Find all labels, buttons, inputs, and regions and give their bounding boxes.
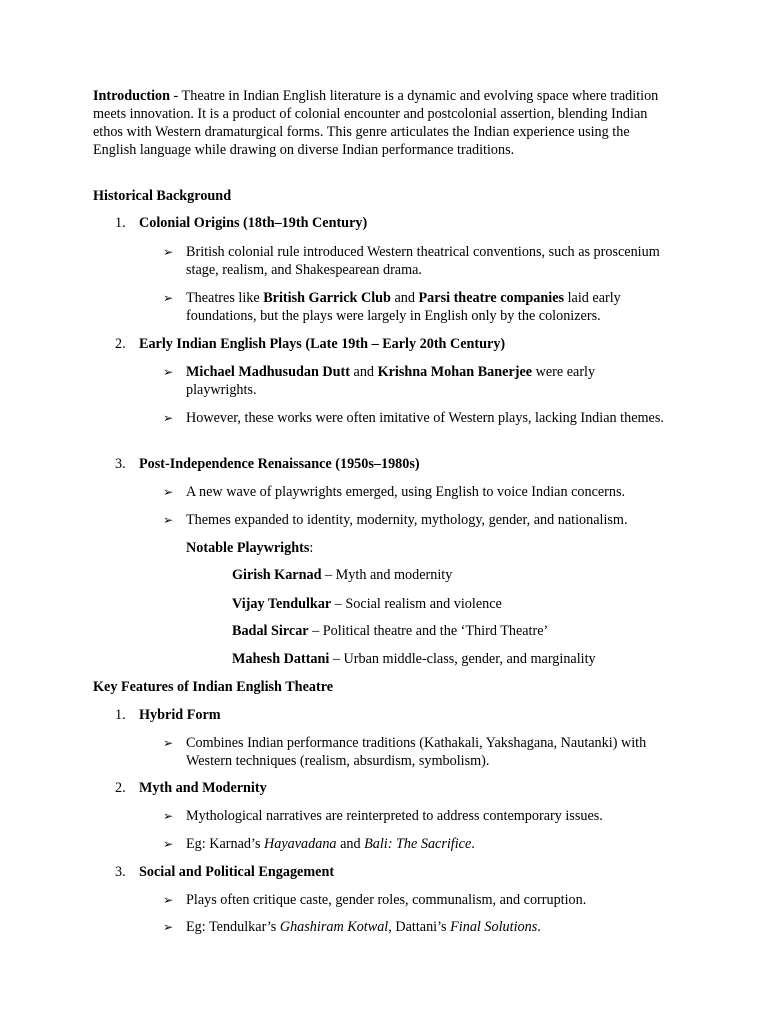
arrow-bullet-icon: ➢ (163, 365, 174, 379)
bullet-text: Themes expanded to identity, modernity, mythology, gender, and nationalism. (186, 512, 628, 528)
key-features-heading: Key Features of Indian English Theatre (93, 679, 334, 695)
bullet-text: Michael Madhusudan Dutt and Krishna Mohan Banerjee were early playwrights. (186, 364, 596, 398)
arrow-bullet-icon: ➢ (163, 837, 174, 851)
arrow-bullet-icon: ➢ (163, 513, 174, 527)
playwright-entry: Badal Sircar – Political theatre and the ‘Third Theatre’ (232, 623, 549, 639)
bullet-item (163, 734, 668, 770)
bullet-text: Eg: Tendulkar’s Ghashiram Kotwal, Dattani’s Final Solutions. (186, 919, 541, 935)
bullet-text: Theatres like British Garrick Club and Parsi theatre companies laid early foundations, but the plays were largely in English only by the colonizers. (186, 290, 621, 324)
list-title: Hybrid Form (139, 707, 221, 723)
bullet-text: However, these works were often imitative of Western plays, lacking Indian themes. (186, 410, 664, 426)
bullet-item (163, 918, 668, 936)
playwright-entry: Girish Karnad – Myth and modernity (232, 567, 453, 583)
list-title: Early Indian English Plays (Late 19th – Early 20th Century) (139, 336, 506, 352)
list-item-post-independence (115, 455, 420, 473)
list-title: Colonial Origins (18th–19th Century) (139, 215, 368, 231)
list-item-social-political (115, 863, 334, 881)
arrow-bullet-icon: ➢ (163, 736, 174, 750)
list-item-colonial-origins (115, 214, 367, 232)
list-item-early-plays (115, 335, 505, 353)
list-title: Myth and Modernity (139, 780, 267, 796)
bullet-item (163, 289, 668, 325)
arrow-bullet-icon: ➢ (163, 920, 174, 934)
list-number: 3. (115, 864, 126, 880)
introduction-label: Introduction (93, 88, 170, 104)
bullet-item (163, 363, 668, 399)
list-number: 2. (115, 336, 126, 352)
bullet-item (163, 835, 668, 853)
bullet-text: Mythological narratives are reinterpreted to address contemporary issues. (186, 808, 603, 824)
list-title: Post-Independence Renaissance (1950s–1980s) (139, 456, 420, 472)
introduction-text: - Theatre in Indian English literature is a dynamic and evolving space where tradition meets innovation. It is a product of colonial encounter and postcolonial assertion, blending Indian ethos with Western dramaturgical forms. This genre articulates the Indian experience using the English language while drawing on diverse Indian performance traditions. (93, 88, 659, 158)
notable-playwrights-label: Notable Playwrights: (186, 540, 314, 556)
bullet-text: Plays often critique caste, gender roles, communalism, and corruption. (186, 892, 587, 908)
bullet-text: Eg: Karnad’s Hayavadana and Bali: The Sacrifice. (186, 836, 475, 852)
bullet-item (163, 891, 668, 909)
bullet-item (163, 243, 668, 279)
arrow-bullet-icon: ➢ (163, 809, 174, 823)
arrow-bullet-icon: ➢ (163, 245, 174, 259)
bullet-text: British colonial rule introduced Western theatrical conventions, such as proscenium stage, realism, and Shakespearean drama. (186, 244, 660, 278)
arrow-bullet-icon: ➢ (163, 291, 174, 305)
list-number: 3. (115, 456, 126, 472)
list-item-hybrid-form (115, 706, 221, 724)
bullet-item (163, 409, 668, 427)
list-number: 2. (115, 780, 126, 796)
arrow-bullet-icon: ➢ (163, 485, 174, 499)
playwright-entry: Mahesh Dattani – Urban middle-class, gender, and marginality (232, 651, 596, 667)
list-number: 1. (115, 707, 126, 723)
playwright-entry: Vijay Tendulkar – Social realism and violence (232, 596, 502, 612)
bullet-item (163, 511, 668, 529)
arrow-bullet-icon: ➢ (163, 411, 174, 425)
bullet-text: Combines Indian performance traditions (Kathakali, Yakshagana, Nautanki) with Western techniques (realism, absurdism, symbolism). (186, 735, 647, 769)
historical-background-heading: Historical Background (93, 188, 232, 204)
bullet-item (163, 807, 668, 825)
list-title: Social and Political Engagement (139, 864, 335, 880)
list-number: 1. (115, 215, 126, 231)
introduction-paragraph (93, 87, 668, 159)
list-item-myth-modernity (115, 779, 267, 797)
arrow-bullet-icon: ➢ (163, 893, 174, 907)
bullet-item (163, 483, 668, 501)
bullet-text: A new wave of playwrights emerged, using English to voice Indian concerns. (186, 484, 626, 500)
